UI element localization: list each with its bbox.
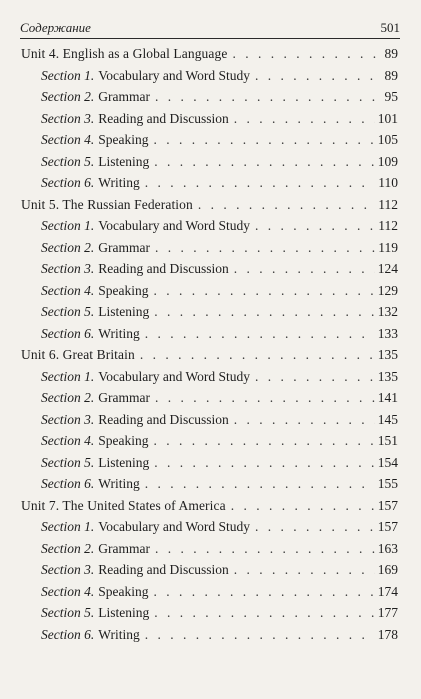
section-number: Section 2. (41, 540, 95, 556)
section-number: Section 5. (41, 153, 95, 169)
section-title: Writing (98, 325, 140, 341)
section-number: Section 4. (41, 282, 95, 298)
page-number: 141 (377, 390, 398, 405)
page-number: 151 (377, 433, 398, 448)
section-title: Grammar (98, 540, 150, 556)
section-number: Section 4. (41, 583, 95, 599)
section-number: Section 3. (41, 411, 95, 427)
toc-section-entry (0, 237, 421, 259)
section-title: Speaking (98, 583, 149, 599)
table-of-contents (0, 43, 421, 645)
toc-section-entry (0, 108, 421, 130)
section-title: Vocabulary and Word Study (98, 67, 251, 83)
section-number: Section 2. (41, 390, 95, 405)
toc-unit-entry (0, 344, 421, 366)
section-number: Section 5. (41, 605, 95, 620)
toc-section-entry (0, 366, 421, 388)
section-number: Section 6. (41, 476, 95, 491)
toc-section-entry (0, 86, 421, 108)
page-number: 89 (384, 67, 398, 83)
dot-leader (255, 215, 375, 237)
dot-leader (154, 301, 375, 323)
page-number: 132 (377, 304, 398, 319)
section-title: Writing (98, 175, 140, 190)
dot-leader (145, 473, 375, 495)
page-number: 157 (377, 497, 398, 513)
dot-leader (145, 624, 375, 646)
page-number: 135 (377, 347, 398, 362)
header-page-number: 501 (380, 20, 400, 35)
toc-section-entry (0, 151, 421, 173)
page-number: 119 (378, 239, 398, 255)
header-title: Содержание (20, 20, 91, 35)
section-number: Section 1. (41, 368, 95, 384)
unit-title: Unit 5. The Russian Federation (21, 196, 193, 212)
section-title: Reading and Discussion (98, 261, 229, 276)
toc-section-entry (0, 452, 421, 474)
toc-section-entry (0, 473, 421, 495)
page-number: 129 (377, 282, 398, 298)
page-number: 178 (377, 626, 398, 642)
page-number: 155 (377, 476, 398, 491)
dot-leader (198, 194, 375, 216)
dot-leader (154, 602, 375, 624)
dot-leader (255, 516, 375, 538)
section-title: Vocabulary and Word Study (98, 519, 251, 534)
toc-section-entry (0, 538, 421, 560)
section-number: Section 3. (41, 261, 95, 276)
dot-leader (154, 452, 375, 474)
toc-unit-entry (0, 43, 421, 65)
toc-section-entry (0, 624, 421, 646)
dot-leader (155, 237, 375, 259)
toc-section-entry (0, 430, 421, 452)
dot-leader (145, 172, 376, 194)
dot-leader (154, 430, 375, 452)
section-title: Grammar (98, 89, 150, 104)
unit-title: Unit 6. Great Britain (21, 347, 135, 362)
page-number: 95 (384, 89, 398, 104)
page-number: 112 (378, 196, 398, 212)
toc-section-entry (0, 215, 421, 237)
toc-section-entry (0, 559, 421, 581)
page-number: 101 (377, 110, 398, 126)
toc-section-entry (0, 387, 421, 409)
dot-leader (155, 387, 375, 409)
toc-section-entry (0, 129, 421, 151)
dot-leader (231, 495, 375, 517)
section-title: Listening (98, 304, 150, 319)
section-title: Listening (98, 454, 150, 470)
section-title: Grammar (98, 239, 150, 255)
page-number: 124 (377, 261, 398, 276)
toc-section-entry (0, 323, 421, 345)
section-number: Section 3. (41, 110, 95, 126)
section-title: Listening (98, 605, 150, 620)
page-number: 163 (377, 540, 398, 556)
dot-leader (154, 151, 375, 173)
toc-section-entry (0, 258, 421, 280)
section-title: Speaking (98, 132, 149, 147)
section-title: Reading and Discussion (98, 411, 229, 427)
toc-section-entry (0, 301, 421, 323)
page-number: 177 (377, 605, 398, 620)
toc-unit-entry (0, 495, 421, 517)
toc-section-entry (0, 172, 421, 194)
dot-leader (140, 344, 375, 366)
unit-title: Unit 4. English as a Global Language (21, 46, 228, 61)
section-number: Section 5. (41, 454, 95, 470)
page-number: 133 (377, 325, 398, 341)
section-number: Section 3. (41, 562, 95, 577)
section-title: Vocabulary and Word Study (98, 368, 251, 384)
dot-leader (255, 366, 375, 388)
section-number: Section 1. (41, 67, 95, 83)
toc-section-entry (0, 65, 421, 87)
section-title: Writing (98, 626, 140, 642)
section-title: Speaking (98, 433, 149, 448)
dot-leader (154, 581, 375, 603)
page-number: 174 (377, 583, 398, 599)
dot-leader (234, 258, 375, 280)
section-number: Section 6. (41, 325, 95, 341)
page-number: 145 (377, 411, 398, 427)
section-title: Speaking (98, 282, 149, 298)
toc-section-entry (0, 581, 421, 603)
dot-leader (155, 86, 382, 108)
section-title: Reading and Discussion (98, 562, 229, 577)
dot-leader (234, 409, 375, 431)
section-number: Section 1. (41, 519, 95, 534)
dot-leader (154, 129, 375, 151)
section-title: Grammar (98, 390, 150, 405)
toc-section-entry (0, 602, 421, 624)
page-number: 109 (377, 153, 398, 169)
page-number: 112 (378, 218, 398, 233)
section-number: Section 6. (41, 175, 95, 190)
section-title: Writing (98, 476, 140, 491)
section-title: Reading and Discussion (98, 110, 229, 126)
page-number: 169 (377, 562, 398, 577)
page-number: 110 (378, 175, 398, 190)
section-number: Section 5. (41, 304, 95, 319)
dot-leader (234, 108, 375, 130)
dot-leader (232, 43, 381, 65)
dot-leader (155, 538, 375, 560)
section-number: Section 4. (41, 132, 95, 147)
page-number: 154 (377, 454, 398, 470)
section-title: Vocabulary and Word Study (98, 218, 251, 233)
running-header (20, 14, 400, 39)
toc-section-entry (0, 280, 421, 302)
page-number: 157 (377, 519, 398, 534)
page-number: 135 (377, 368, 398, 384)
toc-section-entry (0, 409, 421, 431)
section-number: Section 4. (41, 433, 95, 448)
page-number: 89 (384, 46, 398, 61)
dot-leader (234, 559, 375, 581)
toc-unit-entry (0, 194, 421, 216)
toc-section-entry (0, 516, 421, 538)
section-number: Section 6. (41, 626, 95, 642)
dot-leader (154, 280, 375, 302)
section-title: Listening (98, 153, 150, 169)
section-number: Section 2. (41, 239, 95, 255)
page-number: 105 (377, 132, 398, 147)
unit-title: Unit 7. The United States of America (21, 497, 226, 513)
dot-leader (145, 323, 375, 345)
dot-leader (255, 65, 381, 87)
section-number: Section 1. (41, 218, 95, 233)
section-number: Section 2. (41, 89, 95, 104)
